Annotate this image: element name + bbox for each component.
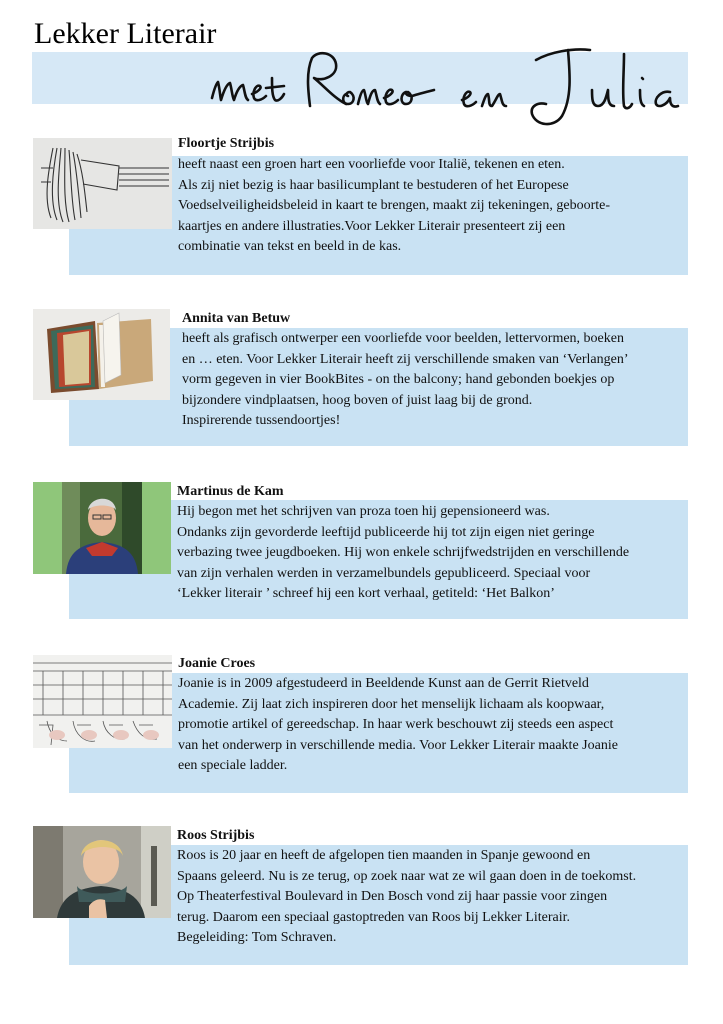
bio-line: combinatie van tekst en beeld in de kas. [178, 239, 402, 254]
bio-line: verbazing twee jeugdboeken. Hij won enkele schrijfwedstrijden en verschillende [177, 545, 630, 560]
bio-line: van het onderwerp in verschillende media. Voor Lekker Literair maakte Joanie [178, 737, 618, 753]
person-bio [182, 329, 629, 432]
person-photo-floortje [33, 138, 172, 229]
portrait-photo-icon [62, 482, 142, 574]
person-bio [178, 155, 610, 258]
person-photo-annita [33, 309, 170, 400]
bio-line: kaartjes en andere illustraties.Voor Lekker Literair presenteert zij een [178, 218, 566, 234]
bio-line: heeft als grafisch ontwerper een voorliefde voor beelden, lettervormen, boeken [182, 331, 624, 346]
bio-line: vorm gegeven in vier BookBites - on the balcony; hand gebonden boekjes op [182, 372, 615, 387]
person-name: Roos Strijbis [177, 828, 255, 843]
bio-line: Begeleiding: Tom Schraven. [177, 930, 337, 945]
illustration-drawing-icon [33, 138, 172, 229]
bio-line: Ondanks zijn gevorderde leeftijd publiceerde hij tot zijn eigen niet geringe [177, 524, 595, 540]
bio-line: een speciale ladder. [178, 758, 288, 773]
bio-line: heeft naast een groen hart een voorliefde voor Italië, tekenen en eten. [178, 157, 565, 172]
person-photo-martinus [62, 482, 142, 574]
bio-line: Spaans geleerd. Nu is ze terug, op zoek naar wat ze wil gaan doen in de toekomst. [177, 868, 637, 884]
bio-line: Roos is 20 jaar en heeft de afgelopen tien maanden in Spanje gewoond en [177, 848, 591, 863]
bio-line: en … eten. Voor Lekker Literair heeft zij verschillende smaken van ‘Verlangen’ [182, 351, 629, 367]
bio-line: van zijn verhalen werden in verzamelbundels gepubliceerd. Speciaal voor [177, 565, 591, 581]
bio-line: Hij begon met het schrijven van proza toen hij gepensioneerd was. [177, 504, 550, 519]
person-name: Floortje Strijbis [178, 136, 275, 151]
person-name: Annita van Betuw [182, 311, 291, 326]
page-title: Lekker Literair [34, 17, 217, 50]
bio-line: Als zij niet bezig is haar basilicumplant te bestuderen of het Europese [178, 177, 569, 193]
handwritten-title-graphic [200, 34, 700, 134]
bio-line: Inspirerende tussendoortjes! [182, 413, 341, 428]
person-bio [177, 502, 629, 605]
books-photo-icon [33, 309, 170, 400]
person-bio [178, 674, 618, 777]
bio-line: Op Theaterfestival Boulevard in Den Bosch vond zij haar passie voor zingen [177, 889, 608, 904]
bio-line: ‘Lekker literair ’ schreef hij een kort verhaal, getiteld: ‘Het Balkon’ [177, 586, 555, 601]
person-name: Joanie Croes [178, 656, 256, 671]
person-bio [177, 846, 636, 949]
person-photo-joanie [33, 655, 172, 748]
bio-line: Voedselveiligheidsbeleid in kaart te brengen, maakt zij tekeningen, geboorte- [178, 198, 611, 213]
sketch-drawing-icon [33, 655, 172, 748]
bio-line: Academie. Zij laat zich inspireren door het menselijk lichaam als koopwaar, [178, 696, 605, 712]
script-title [200, 34, 700, 134]
person-photo-roos [33, 826, 171, 918]
bio-line: bijzondere vindplaatsen, hoog boven of juist laag bij de grond. [182, 392, 533, 408]
bio-line: promotie artikel of gereedschap. In haar werk beschouwt zij steeds een aspect [178, 717, 614, 732]
portrait-photo-icon [33, 826, 171, 918]
person-name: Martinus de Kam [177, 484, 284, 499]
bio-line: Joanie is in 2009 afgestudeerd in Beeldende Kunst aan de Gerrit Rietveld [178, 676, 589, 691]
bio-line: terug. Daarom een speciaal gastoptreden van Roos bij Lekker Literair. [177, 909, 571, 925]
